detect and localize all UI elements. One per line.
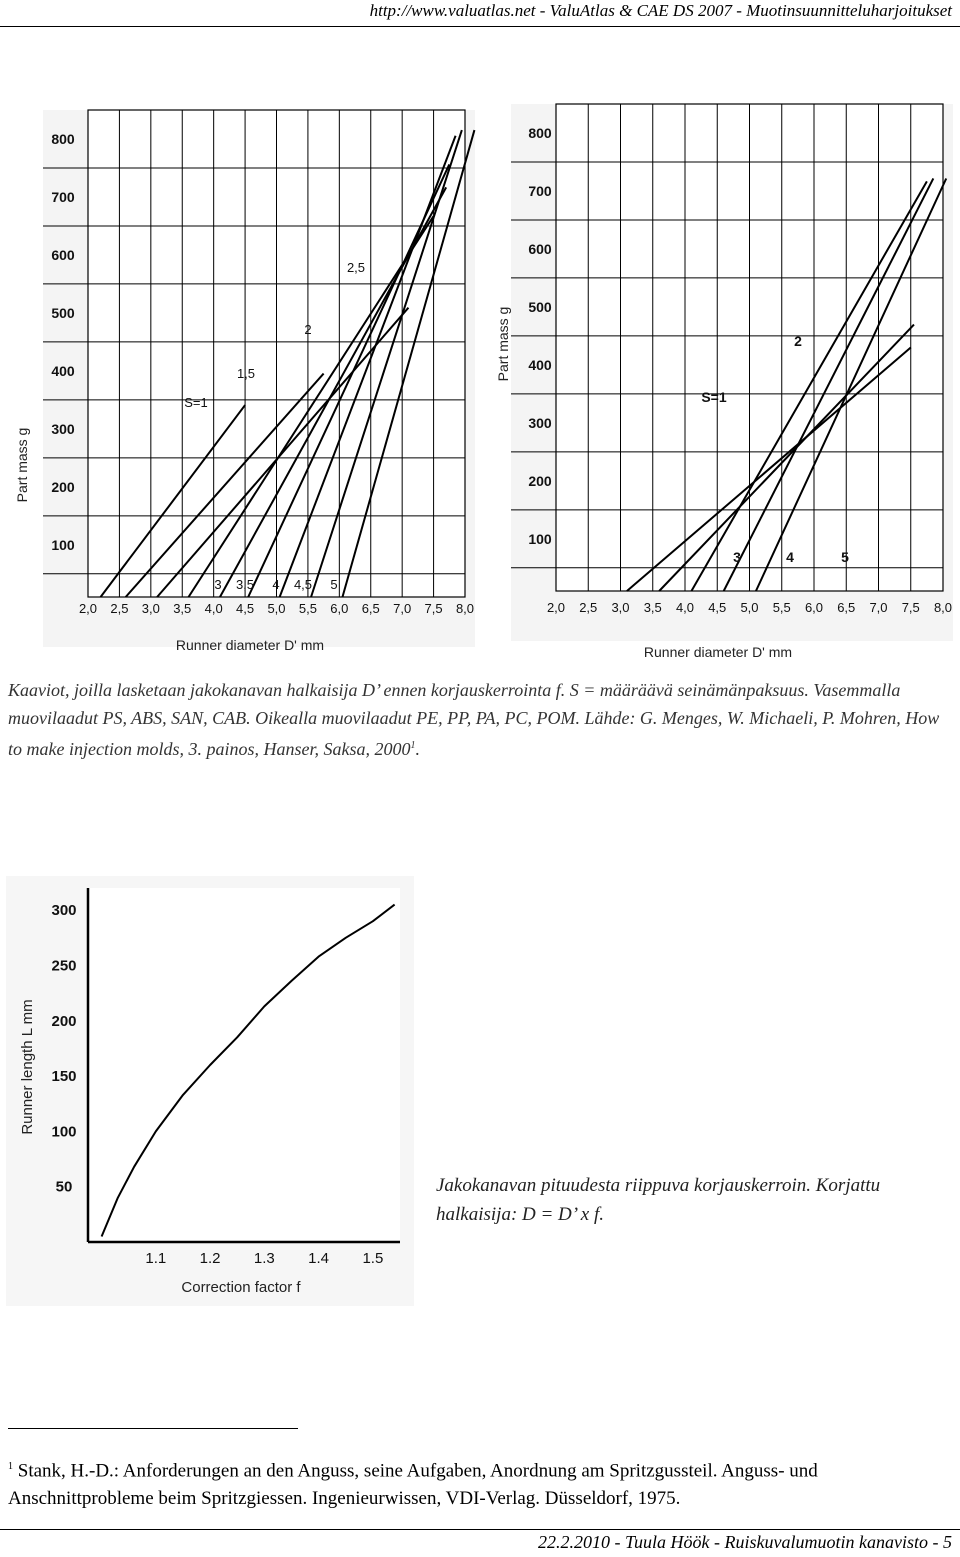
chart-grid: [43, 110, 475, 647]
x-tick-label: 7,0: [869, 600, 888, 615]
y-tick-label: 800: [51, 130, 75, 147]
footnote-rule: [8, 1428, 298, 1429]
x-tick-label: 3,0: [611, 600, 630, 615]
series-label: 5: [841, 549, 849, 565]
series-label: 2: [304, 322, 312, 337]
x-axis-label: Correction factor f: [181, 1279, 301, 1296]
series-label: 4: [786, 549, 794, 565]
x-axis-label: Runner diameter D' mm: [175, 637, 325, 653]
y-tick-label: 600: [528, 240, 552, 257]
x-tick-label: 5,0: [267, 601, 286, 616]
page-header: http://www.valuatlas.net - ValuAtlas & CAE DS 2007 - Muotinsuunnitteluharjoitukset: [369, 1, 952, 20]
x-tick-label: 6,0: [330, 601, 349, 616]
y-tick-label: 300: [51, 902, 77, 920]
y-axis-label: Part mass g: [14, 427, 30, 503]
x-tick-label: 2,5: [579, 600, 598, 615]
chart-part-mass-left: [0, 110, 478, 670]
x-tick-label: 1.5: [362, 1250, 384, 1267]
x-tick-label: 5,5: [772, 600, 791, 615]
y-tick-label: 150: [51, 1068, 77, 1086]
y-tick-label: 200: [528, 472, 552, 489]
x-tick-label: 2,5: [110, 601, 129, 616]
x-tick-label: 5,0: [740, 600, 759, 615]
x-tick-label: 7,5: [901, 600, 920, 615]
x-tick-label: 2,0: [546, 600, 566, 615]
y-tick-label: 700: [528, 182, 552, 199]
y-tick-label: 500: [51, 304, 75, 321]
y-tick-label: 50: [55, 1178, 73, 1196]
chart-axes: [6, 876, 414, 1306]
chart-correction-factor: [0, 870, 420, 1310]
figure-caption: Kaaviot, joilla lasketaan jakokanavan halkaisija D’ ennen korjauskerrointa f. S = määräävä seinämänpaksuus. Vasemmalla muovilaadut PS, ABS, SAN, CAB. Oikealla muovilaadut PE, PP, PA, PC, POM. Lähde: G. Menges, W. Michaeli, P. Mohren, How to make injection molds, 3. painos, Hanser, Saksa, 2000$^1$.: [8, 680, 940, 759]
x-tick-label: 3,5: [173, 601, 192, 616]
y-tick-label: 600: [51, 246, 75, 263]
correction-caption: Jakokanavan pituudesta riippuva korjauskerroin. Korjattu halkaisija: D = D’ x f.: [436, 1175, 881, 1225]
x-tick-label: 4,0: [675, 600, 695, 615]
x-tick-label: 4,5: [708, 600, 727, 615]
x-tick-label: 6,5: [361, 601, 380, 616]
y-axis-label: Part mass g: [495, 306, 511, 382]
x-tick-label: 5,5: [298, 601, 317, 616]
x-tick-label: 1.1: [145, 1250, 167, 1267]
y-tick-label: 400: [528, 356, 552, 373]
y-tick-label: 250: [51, 957, 77, 975]
y-tick-label: 100: [51, 1123, 77, 1141]
x-tick-label: 8,0: [933, 600, 953, 615]
x-tick-label: 4,0: [204, 601, 223, 616]
footer-rule: [0, 1529, 960, 1530]
y-tick-label: 300: [51, 420, 75, 437]
series-label: 2: [794, 333, 802, 349]
x-tick-label: 2,0: [78, 601, 98, 616]
series-label: 3: [733, 549, 741, 565]
x-tick-label: 7,5: [424, 601, 443, 616]
series-label: S=1: [184, 395, 208, 410]
series-label: 2,5: [346, 260, 366, 275]
series-label: 5: [330, 577, 338, 592]
page-footer: 22.2.2010 - Tuula Höök - Ruiskuvalumuotin kanavisto - 5: [538, 1532, 952, 1552]
x-tick-label: 8,0: [455, 601, 475, 616]
x-tick-label: 1.2: [199, 1250, 221, 1267]
footnote: $^1$ Stank, H.-D.: Anforderungen an den Anguss, seine Aufgaben, Anordnung am Spritzgussteil. Anguss- und Anschnittprobleme beim Spritzgiessen. Ingenieurwissen, VDI-Verlag. Düsseldorf, 1975.: [8, 1460, 818, 1510]
x-tick-label: 1.3: [253, 1250, 275, 1267]
y-axis-label: Runner length L mm: [19, 999, 36, 1135]
y-tick-label: 200: [51, 478, 75, 495]
y-tick-label: 100: [528, 530, 552, 547]
y-tick-label: 200: [51, 1012, 77, 1030]
x-axis-label: Runner diameter D' mm: [643, 644, 793, 660]
series-label: 4,5: [293, 577, 313, 592]
series-label: 1,5: [236, 366, 256, 381]
series-label: S=1: [701, 389, 727, 405]
y-tick-label: 700: [51, 188, 75, 205]
x-tick-label: 3,0: [141, 601, 160, 616]
chart-part-mass-right: [488, 104, 960, 674]
x-tick-label: 7,0: [393, 601, 412, 616]
series-label: 3,5: [235, 577, 255, 592]
x-tick-label: 4,5: [236, 601, 255, 616]
x-tick-label: 6,0: [804, 600, 824, 615]
x-tick-label: 1.4: [308, 1250, 330, 1267]
chart-grid: [511, 104, 953, 641]
series-label: 4: [272, 577, 280, 592]
x-tick-label: 3,5: [643, 600, 662, 615]
series-label: 3: [214, 577, 222, 592]
y-tick-label: 100: [51, 536, 75, 553]
y-tick-label: 800: [528, 124, 552, 141]
x-tick-label: 6,5: [837, 600, 856, 615]
y-tick-label: 300: [528, 414, 552, 431]
y-tick-label: 500: [528, 298, 552, 315]
header-rule: [0, 26, 960, 27]
y-tick-label: 400: [51, 362, 75, 379]
